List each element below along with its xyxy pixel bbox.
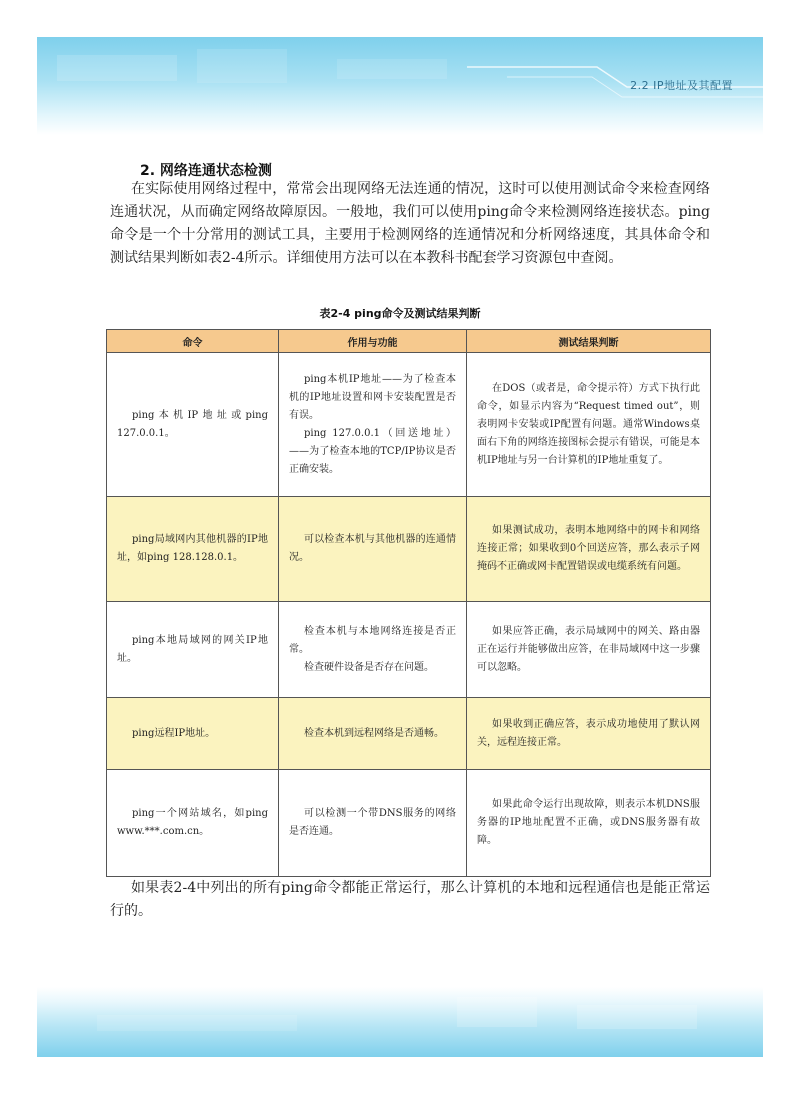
table-row	[107, 770, 711, 877]
function-line: ping本机IP地址——为了检查本机的IP地址设置和网卡安装配置是否有误。	[289, 373, 456, 421]
table-row	[107, 698, 711, 770]
command-cell: ping一个网站域名，如ping www.***.com.cn。	[107, 770, 279, 877]
function-cell: 可以检查本机与其他机器的连通情况。	[279, 497, 467, 602]
function-line: 检查硬件设备是否存在问题。	[304, 661, 434, 673]
command-cell: ping局域网内其他机器的IP地址，如ping 128.128.0.1。	[107, 497, 279, 602]
result-cell: 如果此命令运行出现故障，则表示本机DNS服务器的IP地址配置不正确，或DNS服务器有故障。	[467, 770, 711, 877]
section-tag: 2.2 IP地址及其配置	[630, 79, 733, 92]
command-cell: ping本地局域网的网关IP地址。	[107, 602, 279, 698]
header-result: 测试结果判断	[467, 330, 711, 353]
section-heading: 2. 网络连通状态检测	[140, 163, 272, 179]
ping-command-table	[106, 329, 711, 877]
function-line: 检查本机与本地网络连接是否正常。	[289, 625, 456, 655]
table-header-row	[107, 330, 711, 353]
header-command: 命令	[107, 330, 279, 353]
textbook-page	[37, 37, 763, 1057]
footer-decoration	[37, 987, 763, 1057]
intro-paragraph: 在实际使用网络过程中，常常会出现网络无法连通的情况，这时可以使用测试命令来检查网络连通状况，从而确定网络故障原因。一般地，我们可以使用ping命令来检测网络连接状态。ping命令是一个十分常用的测试工具，主要用于检测网络的连通情况和分析网络速度，其具体命令和测试结果判断如表2-4所示。详细使用方法可以在本教科书配套学习资源包中查阅。	[110, 181, 710, 266]
closing-paragraph: 如果表2-4中列出的所有ping命令都能正常运行，那么计算机的本地和远程通信也是能正常运行的。	[110, 880, 710, 919]
result-cell: 如果测试成功，表明本地网络中的网卡和网络连接正常；如果收到0个回送应答，那么表示子网掩码不正确或网卡配置错误或电缆系统有问题。	[467, 497, 711, 602]
header-banner	[37, 37, 763, 135]
command-cell: ping远程IP地址。	[107, 698, 279, 770]
command-cell: ping本机IP地址或ping 127.0.0.1。	[107, 353, 279, 497]
header-function: 作用与功能	[279, 330, 467, 353]
table-row	[107, 353, 711, 497]
table-row	[107, 602, 711, 698]
function-cell	[279, 602, 467, 698]
function-line: ping 127.0.0.1（回送地址）——为了检查本地的TCP/IP协议是否正确安装。	[289, 427, 456, 475]
function-cell: 可以检测一个带DNS服务的网络是否连通。	[279, 770, 467, 877]
function-cell	[279, 353, 467, 497]
function-cell: 检查本机到远程网络是否通畅。	[279, 698, 467, 770]
result-cell: 如果应答正确，表示局域网中的网关、路由器正在运行并能够做出应答，在非局域网中这一步骤可以忽略。	[467, 602, 711, 698]
table-row	[107, 497, 711, 602]
result-cell: 在DOS（或者是，命令提示符）方式下执行此命令，如显示内容为“Request timed out”，则表明网卡安装或IP配置有问题。通常Windows桌面右下角的网络连接图标会提示有错误，可能是本机IP地址与另一台计算机的IP地址重复了。	[467, 353, 711, 497]
footer-banner	[37, 987, 763, 1057]
result-cell: 如果收到正确应答，表示成功地使用了默认网关，远程连接正常。	[467, 698, 711, 770]
table-caption: 表2-4 ping命令及测试结果判断	[319, 307, 481, 320]
